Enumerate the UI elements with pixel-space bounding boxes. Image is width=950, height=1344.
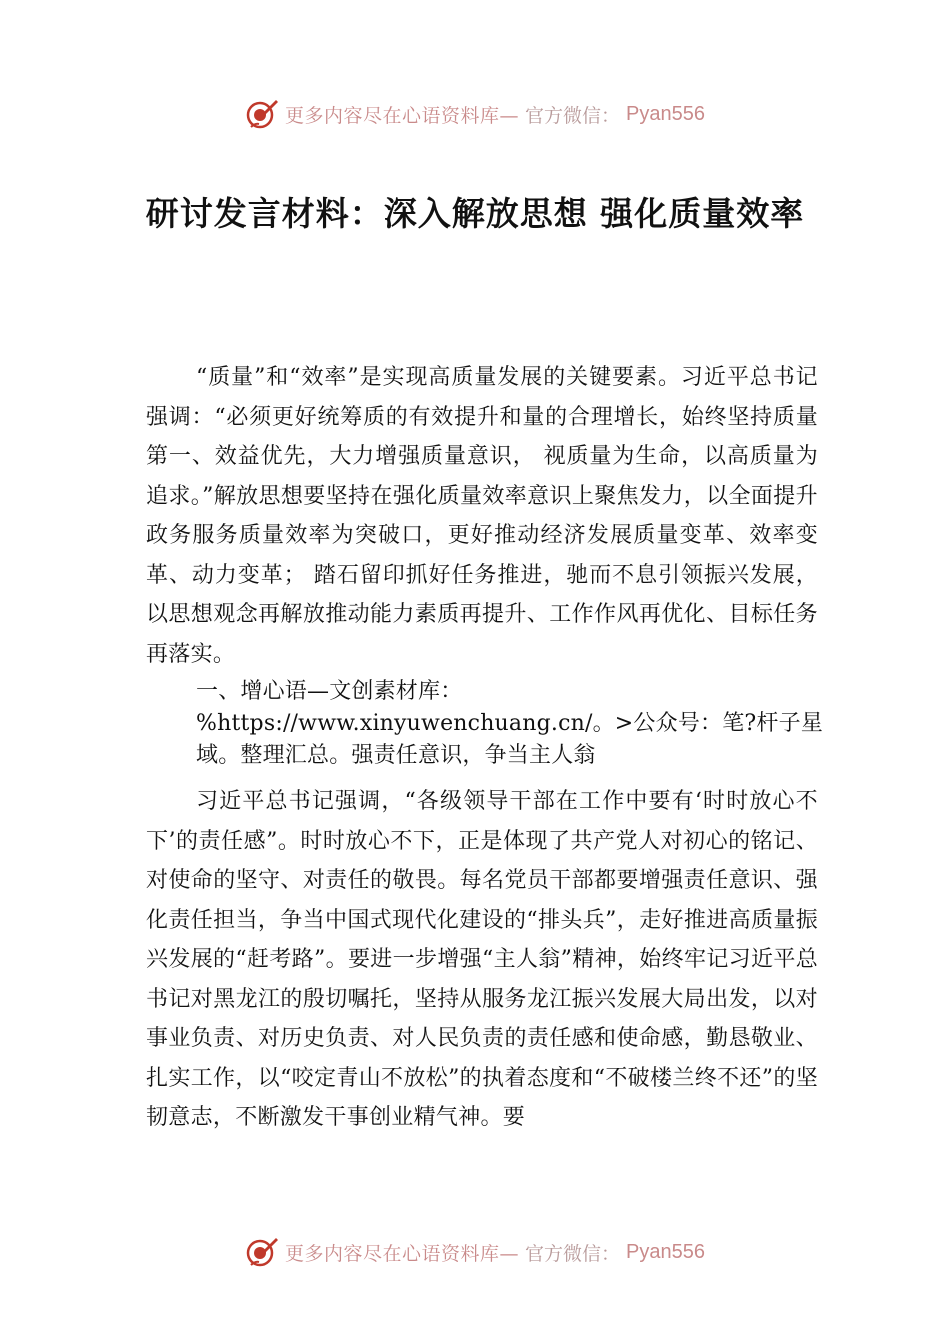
footer-banner xyxy=(0,1232,950,1272)
banner-wechat-label: 官方微信： xyxy=(525,1242,621,1265)
banner-text: 更多内容尽在心语资料库— xyxy=(285,104,520,127)
document-title: 研讨发言材料：深入解放思想 强化质量效率 xyxy=(145,194,805,233)
banner-text: 更多内容尽在心语资料库— xyxy=(285,1242,520,1265)
paragraph-responsibility: 习近平总书记强调，“各级领导干部在工作中要有‘时时放心不下’的责任感”。时时放心不下，正是体现了共产党人对初心的铭记、对使命的坚守、对责任的敬畏。每名党员干部都要增强责任意识、强化责任担当，争当中国式现代化建设的“排头兵”，走好推进高质量振兴发展的“赶考路”。要进一步增强“主人翁”精神，始终牢记习近平总书记对黑龙江的殷切嘱托，坚持从服务龙江振兴发展大局出发，以对事业负责、对历史负责、对人民负责的责任感和使命感，勤恳敬业、扎实工作，以“咬定青山不放松”的执着态度和“不破楼兰终不还”的坚韧意志，不断激发干事创业精气神。要 xyxy=(146,789,818,1130)
banner-wechat-id: Pyan556 xyxy=(626,102,705,125)
pen-seal-logo-icon xyxy=(245,97,279,131)
header-banner xyxy=(0,94,950,134)
banner-wechat-label: 官方微信： xyxy=(525,104,621,127)
section-heading-1: 一、增心语—文创素材库：%https://www.xinyuwenchuang.cn/。>公众号：笔?杆子星域。整理汇总。强责任意识，争当主人翁 xyxy=(196,679,824,768)
paragraph-intro: “质量”和“效率”是实现高质量发展的关键要素。习近平总书记强调：“必须更好统筹质的有效提升和量的合理增长，始终坚持质量第一、效益优先，大力增强质量意识， 视质量为生命，以高质量为追求。”解放思想要坚持在强化质量效率意识上聚焦发力，以全面提升政务服务质量效率为突破口，更好推动经济发展质量变革、效率变革、动力变革； 踏石留印抓好任务推进，驰而不息引领振兴发展，以思想观念再解放推动能力素质再提升、工作作风再优化、目标任务再落实。 xyxy=(146,365,818,667)
pen-seal-logo-icon xyxy=(245,1235,279,1269)
banner-wechat-id: Pyan556 xyxy=(626,1240,705,1263)
